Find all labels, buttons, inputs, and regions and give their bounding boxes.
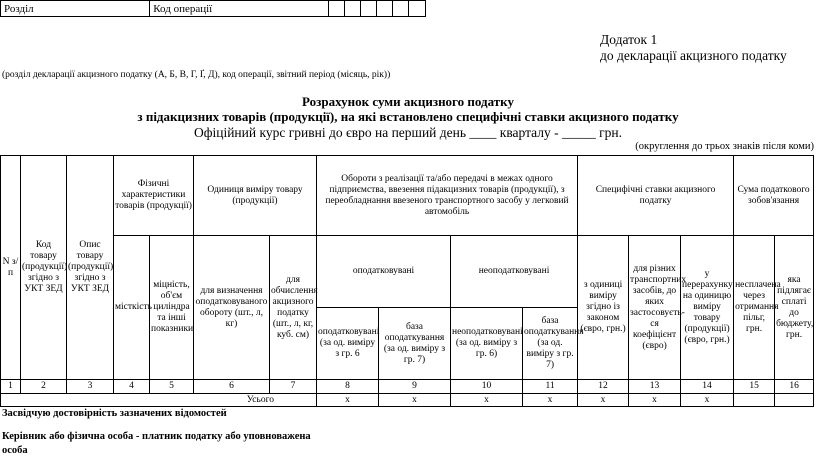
column-number: 5: [150, 380, 194, 394]
header-untaxed-base: база оподаткування (за од. виміру з гр. 7): [523, 308, 578, 380]
column-number: 16: [775, 380, 814, 394]
header-physical-characteristics: Фізичні характеристики товарів (продукції): [114, 156, 194, 236]
header-rate-coef: для різних транспортних засобів, до яких застосовуєть-ся коефіцієнт (євро): [629, 236, 681, 380]
total-cell: x: [379, 394, 451, 407]
column-number: 12: [578, 380, 629, 394]
total-row: [1, 394, 814, 407]
code-box[interactable]: [377, 1, 393, 16]
total-cell-empty[interactable]: [775, 394, 814, 407]
rounding-note: (округлення до трьох знаків після коми): [635, 141, 814, 152]
total-cell: x: [681, 394, 734, 407]
certification-text: Засвідчую достовірність зазначених відомостей: [2, 408, 227, 419]
document-title-line2: з підакцизних товарів (продукції), на які встановлено специфічні ставки акцизного податку: [137, 109, 679, 124]
appendix-line1: Додаток 1: [600, 32, 658, 47]
column-number: 1: [1, 380, 21, 394]
total-cell: x: [629, 394, 681, 407]
column-number: 10: [451, 380, 523, 394]
document-title: Розрахунок суми акцизного податку: [302, 94, 514, 109]
header-unit-turnover: для визначення оподатковуваного обороту (шт., л, кг): [194, 236, 270, 380]
column-number: 9: [379, 380, 451, 394]
total-cell-empty[interactable]: [734, 394, 775, 407]
header-taxed-base: база оподаткування (за од. виміру з гр. 7): [379, 308, 451, 380]
header-unit-calc: для обчислення акцизного податку (шт., л, кг, куб. см): [270, 236, 317, 380]
section-label: Розділ: [1, 1, 150, 16]
header-rates: Специфічні ставки акцизного податку: [578, 156, 734, 236]
header-untaxed-unit: неоподатковувані (за од. виміру з гр. 6): [451, 308, 523, 380]
total-label: Усього: [1, 394, 317, 407]
code-box[interactable]: [409, 1, 425, 16]
header-sum-budget: яка підлягає сплаті до бюджету, грн.: [775, 236, 814, 380]
total-cell: x: [523, 394, 578, 407]
header-taxed: оподатковувані: [317, 236, 451, 308]
code-box[interactable]: [393, 1, 409, 16]
column-number: 15: [734, 380, 775, 394]
code-box[interactable]: [361, 1, 377, 16]
code-box[interactable]: [329, 1, 345, 16]
total-cell: x: [451, 394, 523, 407]
total-cell: x: [317, 394, 379, 407]
exchange-rate-line: Офіційний курс гривні до євро на перший день ____ кварталу - _____ грн.: [193, 125, 622, 140]
column-number: 8: [317, 380, 379, 394]
header-product-description: Опис товару (продукції) згідно з УКТ ЗЕД: [67, 156, 114, 380]
header-rate-recalc: у перерахунку на одиницю виміру товару (продукції) (євро, грн.): [681, 236, 734, 380]
total-cell: x: [578, 394, 629, 407]
header-capacity: місткість: [114, 236, 150, 380]
header-tax-sum: Сума податкового зобов'язання: [734, 156, 814, 236]
code-box[interactable]: [345, 1, 361, 16]
calculation-table: [0, 155, 814, 407]
column-number: 6: [194, 380, 270, 394]
column-number: 2: [21, 380, 67, 394]
column-number: 7: [270, 380, 317, 394]
appendix-heading: [600, 32, 787, 64]
appendix-line2: до декларації акцизного податку: [600, 48, 787, 63]
column-number-row: [1, 380, 814, 394]
column-number: 13: [629, 380, 681, 394]
operation-code-label: Код операції: [150, 1, 329, 16]
section-code-bar: [0, 0, 426, 17]
header-untaxed: неоподатковувані: [451, 236, 578, 308]
column-number: 4: [114, 380, 150, 394]
header-rate-law: з одиниці виміру згідно із законом (євро, грн.): [578, 236, 629, 380]
column-number: 3: [67, 380, 114, 394]
header-taxed-unit: оподатковувані (за од. виміру з гр. 6: [317, 308, 379, 380]
column-number: 14: [681, 380, 734, 394]
header-unit: Одиниця виміру товару (продукції): [194, 156, 317, 236]
header-volume: міцність, об'єм циліндра та інші показники: [150, 236, 194, 380]
section-subtitle: (розділ декларації акцизного податку (А, Б, В, Г, Ґ, Д), код операції, звітний період (місяць, рік)): [2, 70, 391, 80]
header-product-code: Код товару (продукції) згідно з УКТ ЗЕД: [21, 156, 67, 380]
header-sum-unpaid: несплачена через отримання пільг, грн.: [734, 236, 775, 380]
header-num: N з/п: [1, 156, 21, 380]
header-turnover: Обороти з реалізації та/або передачі в межах одного підприємства, ввезення підакцизних товарів (продукції), з переобладнання ввезеного транспортного засобу у легковий автомобіль: [317, 156, 578, 236]
signer-label: Керівник або фізична особа - платник податку або уповноважена особа: [2, 431, 311, 456]
column-number: 11: [523, 380, 578, 394]
